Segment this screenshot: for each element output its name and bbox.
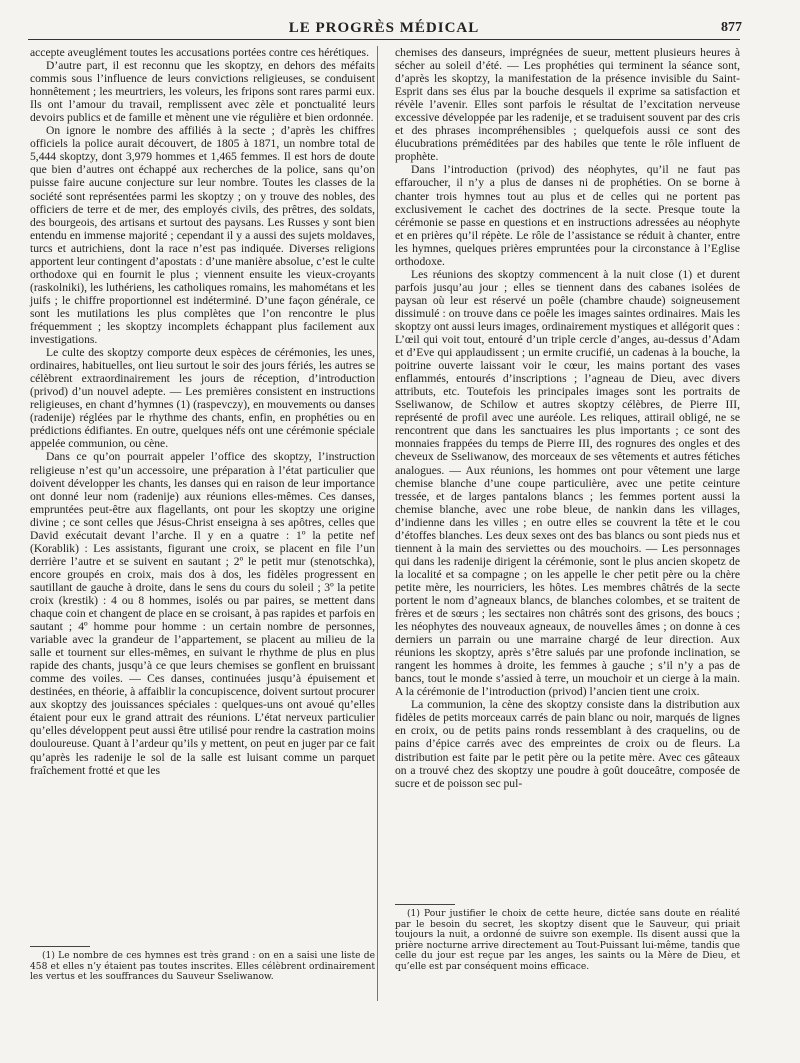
column-divider bbox=[377, 46, 378, 1001]
paragraph: On ignore le nombre des affiliés à la secte ; d’après les chiffres officiels la police aurait découvert, de 1805 à 1871, un nombre total de 5,444 skoptzy, dont 3,979 hommes et 1,465 femmes. Il est hors de doute que bien d’autres ont échappé aux recherches de la police, sans qu’on puisse faire aucune conjecture sur leur nombre. Toutes les classes de la société sont représentées parmi les skoptzy ; on y trouve des nobles, des officiers de terre et de mer, des employés civils, des prêtres, des soldats, des bourgeois, des artisans et surtout des paysans. Les Russes y sont bien entendu en immense majorité ; cependant il y a aussi des sujets moldaves, turcs et autrichiens, dont la race n’est pas indiquée. Diverses religions apportent leur contingent d’apostats : d’une manière absolue, c’est le culte orthodoxe qui en fournit le plus ; viennent ensuite les vieux-croyants (raskolniki), les luthériens, les catholiques romains, les mahométans et les juifs ; le chiffre proportionnel est indéterminé. D’une façon générale, ce sont les mutilations les plus complètes que l’on rencontre le plus fréquemment ; les skoptzy incomplets échappant plus facilement aux investigations. bbox=[30, 124, 375, 347]
footnote-text: (1) Pour justifier le choix de cette heure, dictée sans doute en réalité par le besoin du secret, les skoptzy disent que le Sauveur, qui priait toujours la nuit, a ordonné de suivre son exemple. Ils disent aussi que la prière nocturne arrive directement au Tout-Puissant lui-même, tandis que celle du jour est reçue par les anges, les saints ou la Mère de Dieu, et qu’elle est par conséquent moins efficace. bbox=[395, 909, 740, 972]
footnote-rule bbox=[395, 904, 455, 905]
paragraph: accepte aveuglément toutes les accusations portées contre ces hérétiques. bbox=[30, 46, 369, 59]
footnote-rule bbox=[30, 946, 90, 947]
page-number: 877 bbox=[721, 20, 742, 35]
paragraph: Les réunions des skoptzy commencent à la nuit close (1) et durent parfois jusqu’au jour ; elles se tiennent dans des cabanes isolées de paysan où leur est réservé un poêle (chambre chaude) soigneusement dissimulé : on trouve dans ce poêle les images saintes ordinaires. Mais les skoptzy ont aussi leurs images, ordinairement mystiques et allégorit ques : L’œil qui voit tout, entouré d’un triple cercle d’anges, au-dessus d’Adam et d’Eve qui applaudissent ; un ermite crucifié, un cadenas à la bouche, la poitrine ouverte laissant voir le cœur, les mains portant des vases enflammés, entourés d’inscriptions ; l’agneau de Dieu, avec divers attributs, etc. Toutefois les principales images sont les portraits de Sseliwanow, de Schilow et autres skoptzy célèbres, de Pierre III, représenté de profil avec une auréole. Les reliques, attirail obligé, ne se rencontrent que dans les sanctuaires les plus importants ; ce sont des monnaies frappées du temps de Pierre III, des rognures des ongles et des cheveux de Sseliwanow, des morceaux de ses vêtements et autres fétiches analogues. — Aux réunions, les hommes ont pour vêtement une large chemise blanche d’une coupe particulière, avec une petite ceinture tressée, et de larges pantalons blancs ; les femmes portent aussi la chemise blanche, avec une robe bleue, de nankin dans les villages, d’indienne dans les villes ; en outre elles se couvrent la tête et le cou d’étoffes blanches. Les deux sexes ont des bas blancs ou sont pieds nus et tiennent à la main des serviettes ou des mouchoirs. — Les personnages qui dans les radenije dirigent la cérémonie, sont le plus ancien skopetz de la localité et sa compagne ; on les appelle le cher petit père ou la chère petite mère, les nourriciers, les hôtes. Les membres châtrés de la secte portent le nom d’agneaux blancs, de blanches colombes, et se traitent de frères et de sœurs ; les sectaires non châtrés sont des grisons, des boucs ; les néophytes des nouveaux agneaux, de nouvelles âmes ; on donne à ces derniers un parrain ou une marraine chargé de leur direction. Aux réunions les skoptzy, après s’être salués par une profonde inclination, se rangent les hommes à droite, les femmes à gauche ; s’il n’y a pas de bancs, tout le monde s’assied à terre, un mouchoir et un cierge à la main. A la cérémonie de l’introduction (privod) l’ancien tient une croix. bbox=[395, 267, 740, 699]
left-column bbox=[30, 46, 375, 777]
paragraph: D’autre part, il est reconnu que les skoptzy, en dehors des méfaits commis sous l’influence de leurs convictions religieuses, se conduisent honnêtement ; les meurtriers, les voleurs, les fripons sont rares parmi eux. Ils ont l’amour du travail, remplissent avec zèle et ponctualité leurs devoirs publics et de famille et mènent une vie régulière et bien ordonnée. bbox=[30, 59, 375, 125]
header-rule bbox=[28, 39, 740, 40]
right-column bbox=[395, 46, 740, 790]
paragraph: Le culte des skoptzy comporte deux espèces de cérémonies, les unes, ordinaires, habituelles, ont lieu surtout le soir des jours fériés, les autres se célèbrent extraordinairement les jours de réception, d’introduction (privod) d’un nouvel adepte. — Les premières consistent en instructions religieuses, en chant d’hymnes (1) (raspevczy), en mouvements ou danses (radenije) réglées par le rhythme des chants, enfin, en prophéties ou en prédictions édifiantes. En outre, quelques néfs ont une cérémonie spéciale appelée communion, ou cène. bbox=[30, 346, 375, 451]
left-footnote bbox=[30, 940, 375, 983]
journal-title: LE PROGRÈS MÉDICAL bbox=[288, 20, 480, 36]
paragraph: chemises des danseurs, imprégnées de sueur, mettent plusieurs heures à sécher au soleil d’été. — Les prophéties qui terminent la séance sont, d’après les skoptzy, la manifestation de la présence invisible du Saint-Esprit dans ses élus par la bouche desquels il exprime sa satisfaction et révèle l’avenir. Elles sont parfois le résultat de l’excitation nerveuse excessive développée par les radenije, et se traduisent souvent par des cris et des phrases incompréhensibles ; quelquefois aussi ce sont des élucubrations préméditées par des habiles que tente le rôle influent de prophète. bbox=[395, 46, 740, 164]
page-header bbox=[28, 18, 740, 40]
right-footnote bbox=[395, 898, 740, 973]
paragraph: La communion, la cène des skoptzy consiste dans la distribution aux fidèles de petits morceaux carrés de pain blanc ou noir, marqués de lignes en croix, ou de petits pains ronds ressemblant à des craquelins, ou de pains d’épice carrés avec des empreintes de croix ou de fleurs. La distribution est faite par le petit père ou la petite mère. Avec ces gâteaux on a trouvé chez des skoptzy une poudre à goût douceâtre, composée de sucre et de poisson sec pul- bbox=[395, 698, 740, 790]
paragraph: Dans l’introduction (privod) des néophytes, qu’il ne faut pas effaroucher, il n’y a plus de danses ni de prophéties. On se borne à chanter trois hymnes tout au plus et de celles qui ne portent pas exclusivement le cachet des doctrines de la secte. Presque toute la cérémonie se passe en questions et en instructions adressées au néophyte et en prières qu’il répète. Le rôle de l’assistance se réduit à chanter, entre les hymnes, quelques prières empruntées pour la circonstance à l’Eglise orthodoxe. bbox=[395, 163, 740, 268]
paragraph: Dans ce qu’on pourrait appeler l’office des skoptzy, l’instruction religieuse n’est qu’un accessoire, une préparation à l’état particulier que doivent développer les chants, les danses qui en raison de leur importance ont donné leur nom (radenije) aux réunions elles-mêmes. Ces danses, empruntées peut-être aux flagellants, ont pour les skoptzy une origine divine ; ce sont celles que Jésus-Christ enseigna à ses apôtres, celles que David exécutait devant l’arche. Il y en a quatre : 1º la petite nef (Korablik) : Les assistants, figurant une croix, se placent en file l’un derrière l’autre et se suivent en sautant ; 2º le petit mur (stenotschka), encore groupés en croix, mais dos à dos, les fidèles progressent en sautillant de gauche à droite, dans le sens du cours du soleil ; 3º la petite croix (krestik) : 4 ou 8 hommes, isolés ou par paires, se mettent dans chaque coin et changent de place en se croisant, à pas rapides et parfois en sautant ; 4º homme pour homme : un certain nombre de personnes, variable avec la grandeur de l’appartement, se placent au milieu de la salle et tournent sur elles-mêmes, en suivant le rhythme de plus en plus rapide des chants, jusqu’à ce que leurs chemises se gonflent en bruissant comme des voiles. — Ces danses, continuées jusqu’à épuisement et destinées, en théorie, à affaiblir la concupiscence, doivent surtout procurer aux skoptzy des jouissances spéciales : quelques-uns ont avoué qu’elles étaient pour eux le grand attrait des réunions. L’état nerveux particulier qu’elles développent peut aussi être utilisé pour rendre la castration moins douloureuse. Quant à l’ardeur qu’ils y mettent, on peut en juger par ce fait qu’après les radenije le sol de la salle est luisant comme un parquet fraîchement frotté et que les bbox=[30, 450, 375, 777]
footnote-text: (1) Le nombre de ces hymnes est très grand : on en a saisi une liste de 458 et elles n’y étaient pas toutes inscrites. Elles célèbrent ordinairement les vertus et les souffrances du Sauveur Sseliwanow. bbox=[30, 951, 375, 983]
